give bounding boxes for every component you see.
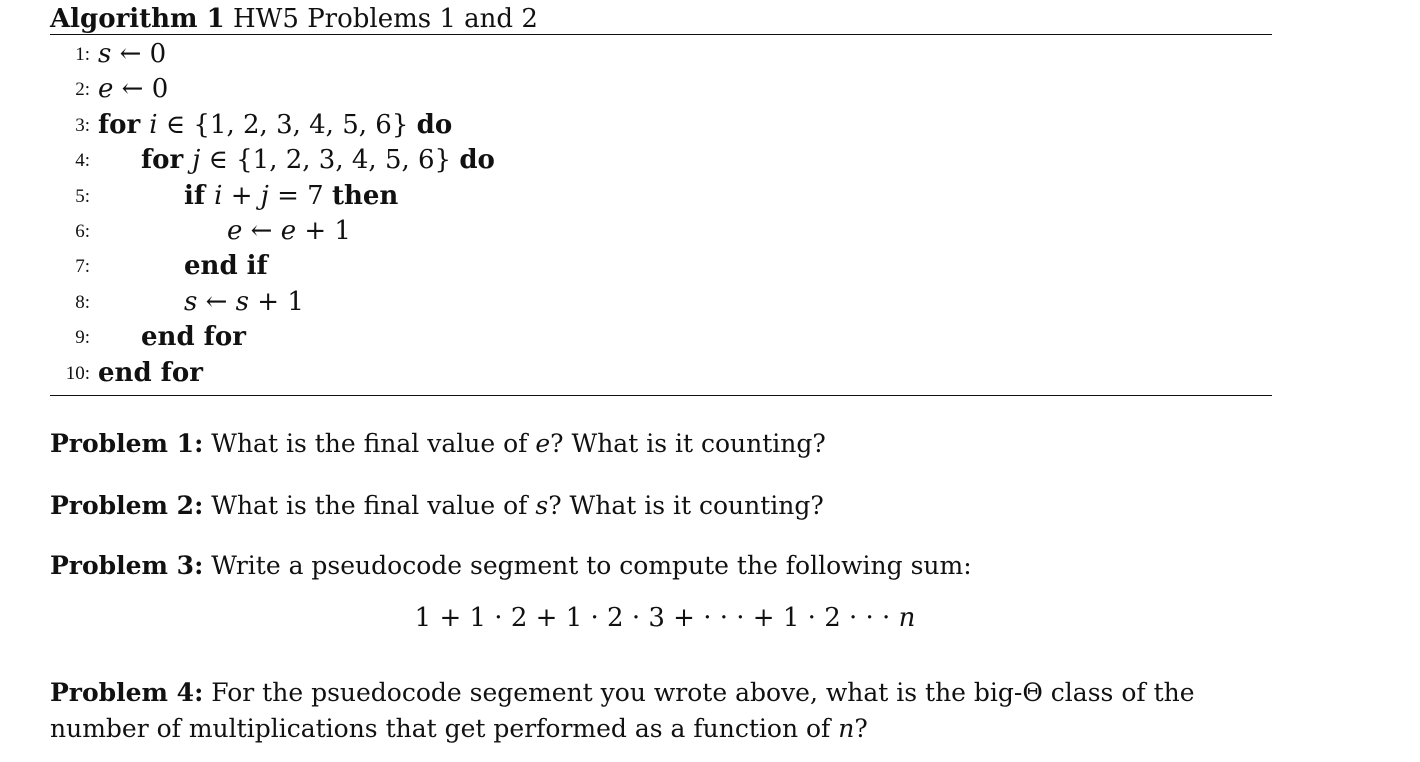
- line-number: 6:: [75, 220, 90, 242]
- problem-2: [50, 488, 1280, 524]
- math-variable: i: [214, 180, 223, 211]
- keyword: end if: [184, 251, 268, 282]
- problem-label: Problem 4:: [50, 678, 204, 707]
- math-expression: + 1: [249, 286, 304, 317]
- algorithm-line: [50, 285, 1272, 320]
- math-expression: = 7: [268, 180, 332, 211]
- text-run: What is the final value of: [203, 429, 536, 458]
- line-number: 7:: [75, 256, 90, 278]
- problem-4: [50, 675, 1280, 747]
- math-expression: ∈ {1, 2, 3, 4, 5, 6}: [157, 109, 417, 140]
- algorithm-line: [50, 249, 1272, 284]
- display-sum-equation: [0, 600, 1330, 636]
- algorithm-line: [50, 179, 1272, 214]
- line-code: [98, 108, 452, 143]
- algorithm-caption-text: HW5 Problems 1 and 2: [232, 4, 538, 34]
- line-number: 9:: [75, 327, 90, 349]
- keyword: end for: [141, 322, 246, 353]
- math-variable: s: [535, 491, 549, 520]
- line-number: 8:: [75, 291, 90, 313]
- algorithm-line: [50, 37, 1272, 72]
- problem-3: [50, 548, 1280, 584]
- math-variable: e: [535, 429, 551, 458]
- line-number: 5:: [75, 185, 90, 207]
- problem-1: [50, 426, 1280, 462]
- keyword: do: [459, 145, 495, 176]
- math-variable: s: [184, 286, 198, 317]
- text-run: ? What is it counting?: [550, 429, 826, 458]
- math-expression: ←: [197, 286, 236, 317]
- algorithm-line: [50, 108, 1272, 143]
- math-variable: e: [280, 215, 297, 246]
- line-code: [141, 320, 246, 355]
- math-variable: e: [98, 74, 114, 105]
- line-code: [227, 214, 351, 249]
- math-variable: s: [235, 286, 250, 317]
- algorithm-line: [50, 143, 1272, 178]
- math-expression: ∈ {1, 2, 3, 4, 5, 6}: [200, 145, 460, 176]
- math-expression: ← 0: [111, 39, 167, 69]
- algorithm-block: [50, 4, 1272, 396]
- text-run: ?: [854, 714, 868, 743]
- algorithm-caption-label: Algorithm 1: [50, 4, 225, 34]
- line-number: 3:: [75, 114, 90, 136]
- math-variable: j: [192, 145, 201, 176]
- problem-label: Problem 3:: [50, 551, 204, 580]
- line-number: 2:: [75, 79, 90, 101]
- problem-label: Problem 2:: [50, 491, 204, 520]
- line-code: [184, 285, 304, 320]
- math-variable: s: [98, 39, 112, 69]
- problem-label: Problem 1:: [50, 429, 204, 458]
- math-expression: 1 + 1 · 2 + 1 · 2 · 3 + · · · + 1 · 2 · · ·: [414, 603, 899, 633]
- algorithm-line: [50, 320, 1272, 355]
- keyword: do: [416, 109, 453, 140]
- algorithm-line: [50, 356, 1272, 391]
- math-expression: ← 0: [113, 74, 169, 105]
- line-code: [98, 37, 166, 72]
- algorithm-bottom-rule: [50, 395, 1272, 396]
- math-variable: e: [227, 215, 243, 246]
- text-run: For the psuedocode segement you wrote above, what is the big-Θ class of the number of multiplications that get performed as a function of: [50, 678, 1195, 743]
- line-code: [98, 356, 203, 391]
- math-variable: n: [898, 603, 916, 633]
- keyword: for: [98, 109, 150, 140]
- line-code: [98, 72, 168, 107]
- keyword: then: [331, 180, 399, 211]
- line-number: 4:: [75, 150, 90, 172]
- math-variable: i: [149, 109, 158, 140]
- line-code: [184, 249, 268, 284]
- algorithm-line: [50, 214, 1272, 249]
- text-run: Write a pseudocode segment to compute the following sum:: [203, 551, 972, 580]
- line-code: [184, 179, 398, 214]
- math-variable: n: [838, 714, 855, 743]
- math-expression: +: [222, 180, 261, 211]
- algorithm-line: [50, 72, 1272, 107]
- text-run: What is the final value of: [203, 491, 536, 520]
- line-code: [141, 143, 495, 178]
- keyword: if: [184, 180, 215, 211]
- algorithm-body: [50, 35, 1272, 395]
- line-number: 1:: [75, 44, 90, 65]
- text-run: ? What is it counting?: [548, 491, 824, 520]
- keyword: end for: [98, 357, 203, 388]
- math-expression: + 1: [296, 215, 351, 246]
- algorithm-caption: [50, 4, 1272, 34]
- keyword: for: [141, 145, 193, 176]
- math-variable: j: [260, 180, 269, 211]
- line-number: 10:: [65, 362, 90, 384]
- math-expression: ←: [242, 215, 281, 246]
